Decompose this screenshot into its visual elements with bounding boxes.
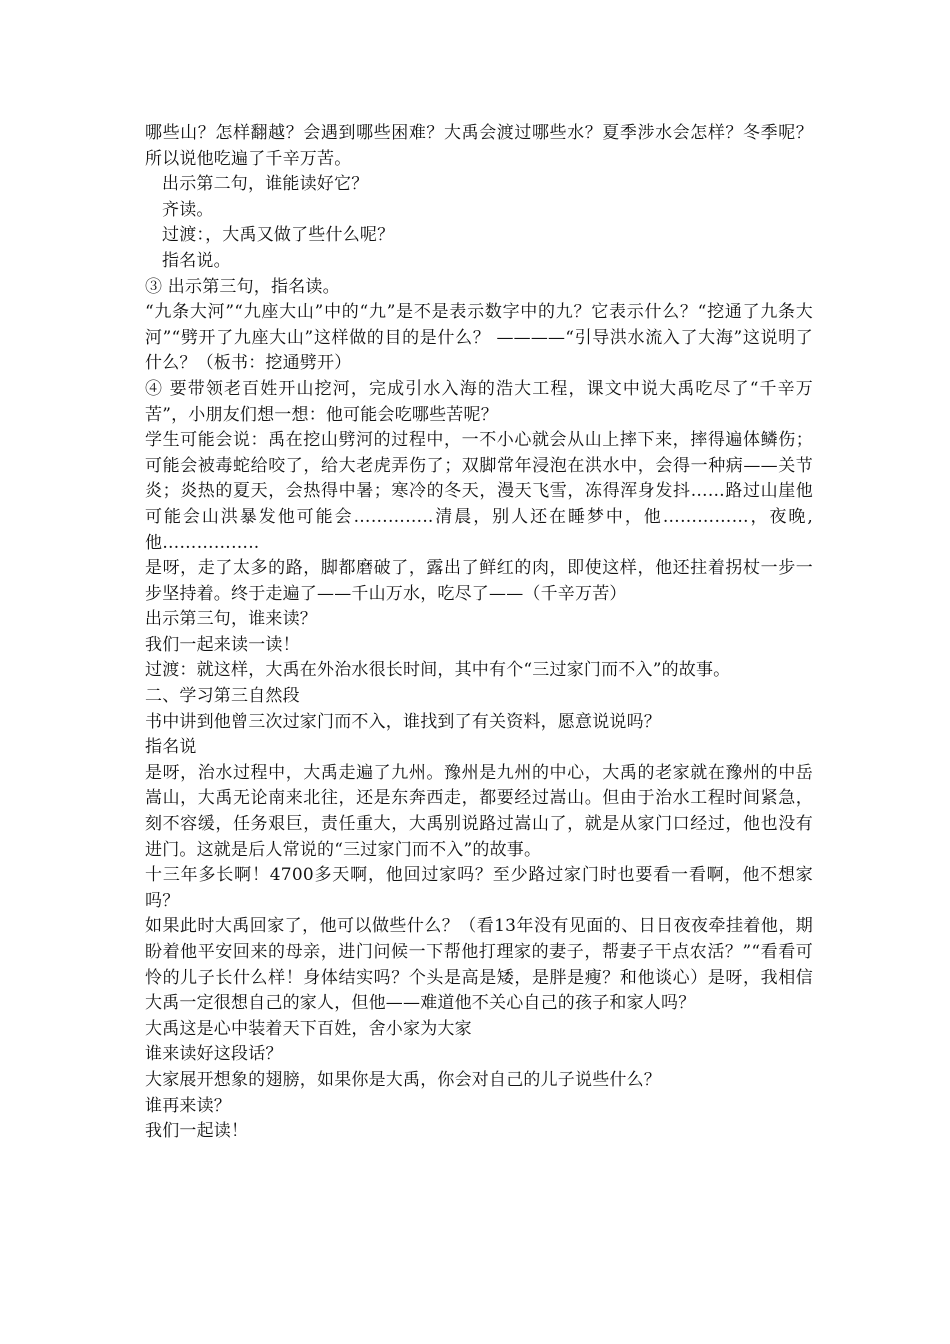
paragraph-who-reads: 出示第三句，谁来读？	[145, 609, 317, 630]
paragraph-walked-far: 是呀，走了太多的路，脚都磨破了，露出了鲜红的肉，即使这样，他还拄着拐杖一步一步坚持着。终于走遍了——千山万水，吃尽了——（千辛万苦）	[145, 558, 813, 604]
paragraph-who-reads-again: 谁再来读？	[145, 1095, 231, 1116]
paragraph-read-together-final: 我们一起读！	[145, 1121, 249, 1142]
paragraph-show-third-sentence: ③ 出示第三句，指名读。	[145, 276, 340, 297]
paragraph-name-speak: 指名说。	[162, 250, 231, 271]
paragraph-student-answers: 学生可能会说：禹在挖山劈河的过程中，一不小心就会从山上摔下来，摔得遍体鳞伤；可能会被毒蛇给咬了，给大老虎弄伤了；双脚常年浸泡在洪水中，会得一种病——关节炎；炎热的夏天，会热得中暑；寒冷的冬天，漫天飞雪，冻得浑身发抖……路过山崖他可能会山洪暴发他可能会…………..清晨，别人还在睡梦中，他……………，夜晚,他……………..	[145, 430, 813, 553]
paragraph-imagine: 大家展开想象的翅膀，如果你是大禹，你会对自己的儿子说些什么？	[145, 1069, 661, 1090]
paragraph-who-reads-well: 谁来读好这段话？	[145, 1044, 283, 1065]
document-body	[145, 121, 813, 1145]
paragraph-thirteen-years: 十三年多长啊！4700多天啊，他回过家吗？至少路过家门时也要看一看啊，他不想家吗？	[145, 865, 813, 911]
paragraph-transition: 过渡：，大禹又做了些什么呢？	[162, 225, 395, 246]
paragraph-heart-for-people: 大禹这是心中装着天下百姓，舍小家为大家	[145, 1018, 472, 1039]
paragraph-read-together: 齐读。	[162, 199, 214, 220]
paragraph-read-together-2: 我们一起来读一读！	[145, 634, 300, 655]
paragraph-hardships-question: ④ 要带领老百姓开山挖河，完成引水入海的浩大工程，课文中说大禹吃尽了“千辛万苦”，小朋友们想一想：他可能会吃哪些苦呢？	[145, 378, 813, 425]
paragraph-if-home: 如果此时大禹回家了，他可以做些什么？（看13年没有见面的、日日夜夜牵挂着他，期盼着他平安回来的母亲，进门问候一下帮他打理家的妻子，帮妻子干点农活？”“看看可怜的儿子长什么样！身体结实吗？个头是高是矮，是胖是瘦？和他谈心）是呀，我相信大禹一定很想自己的家人，但他——难道他不关心自己的孩子和家人吗？	[145, 916, 813, 1014]
paragraph-transition-story: 过渡：就这样，大禹在外治水很长时间，其中有个“三过家门而不入”的故事。	[145, 660, 731, 681]
paragraph-show-second-sentence: 出示第二句，谁能读好它？	[162, 174, 369, 195]
section-heading-third-paragraph: 二、学习第三自然段	[145, 686, 300, 707]
paragraph-three-times-question: 书中讲到他曾三次过家门而不入，谁找到了有关资料，愿意说说吗？	[145, 711, 661, 732]
paragraph-nine-states: 是呀，治水过程中，大禹走遍了九州。豫州是九州的中心，大禹的老家就在豫州的中岳嵩山，大禹无论南来北往，还是东奔西走，都要经过嵩山。但由于治水工程时间紧急，刻不容缓，任务艰巨，责任重大，大禹别说路过嵩山了，就是从家门口经过，他也没有进门。这就是后人常说的“三过家门而不入”的故事。	[145, 762, 813, 860]
paragraph-nine-rivers: “九条大河”“九座大山”中的“九”是不是表示数字中的九？它表示什么？“挖通了九条大河”“劈开了九座大山”这样做的目的是什么？ ————“引导洪水流入了大海”这说明了什么？（板书：挖通劈开）	[145, 302, 813, 374]
paragraph-name-speak-2: 指名说	[145, 737, 197, 758]
paragraph-hills-question: 哪些山？怎样翻越？会遇到哪些困难？大禹会渡过哪些水？夏季涉水会怎样？冬季呢？所以说他吃遍了千辛万苦。	[145, 123, 813, 169]
